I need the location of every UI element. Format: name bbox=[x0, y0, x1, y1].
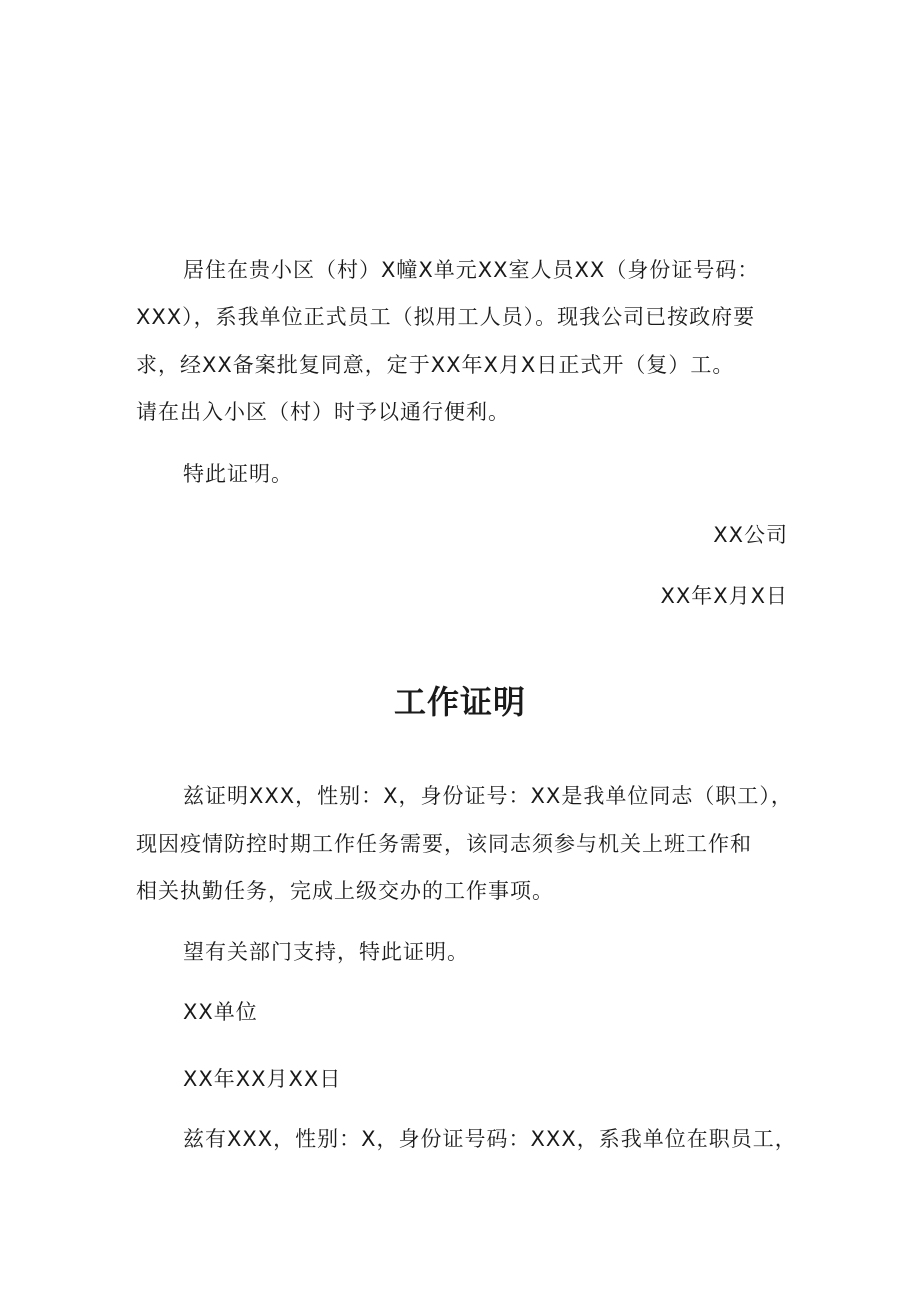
letter1-date: XX年X月X日 bbox=[660, 584, 788, 608]
letter1-signature: XX公司 bbox=[713, 523, 788, 547]
letter1-paragraph-line: 请在出入小区（村）时予以通行便利。 bbox=[136, 400, 510, 424]
letter2-signature: XX单位 bbox=[183, 1000, 258, 1024]
letter2-paragraph-line: 兹证明XXX，性别：X，身份证号：XX是我单位同志（职工）， bbox=[183, 784, 793, 808]
letter2-paragraph-line: 现因疫情防控时期工作任务需要，该同志须参与机关上班工作和 bbox=[136, 832, 752, 856]
letter3-paragraph-line: 兹有XXX，性别：X，身份证号码：XXX，系我单位在职员工， bbox=[183, 1127, 797, 1151]
letter1-closing: 特此证明。 bbox=[183, 462, 293, 486]
letter1-paragraph-line: XXX），系我单位正式员工（拟用工人员）。现我公司已按政府要 bbox=[136, 305, 756, 329]
letter1-paragraph-line: 求，经XX备案批复同意，定于XX年X月X日正式开（复）工。 bbox=[136, 353, 735, 377]
letter2-date: XX年XX月XX日 bbox=[183, 1067, 342, 1091]
letter2-paragraph-line: 相关执勤任务，完成上级交办的工作事项。 bbox=[136, 879, 554, 903]
letter1-paragraph-line: 居住在贵小区（村）X幢X单元XX室人员XX（身份证号码： bbox=[183, 258, 760, 282]
document-title: 工作证明 bbox=[393, 683, 526, 721]
letter2-closing: 望有关部门支持，特此证明。 bbox=[183, 940, 469, 964]
